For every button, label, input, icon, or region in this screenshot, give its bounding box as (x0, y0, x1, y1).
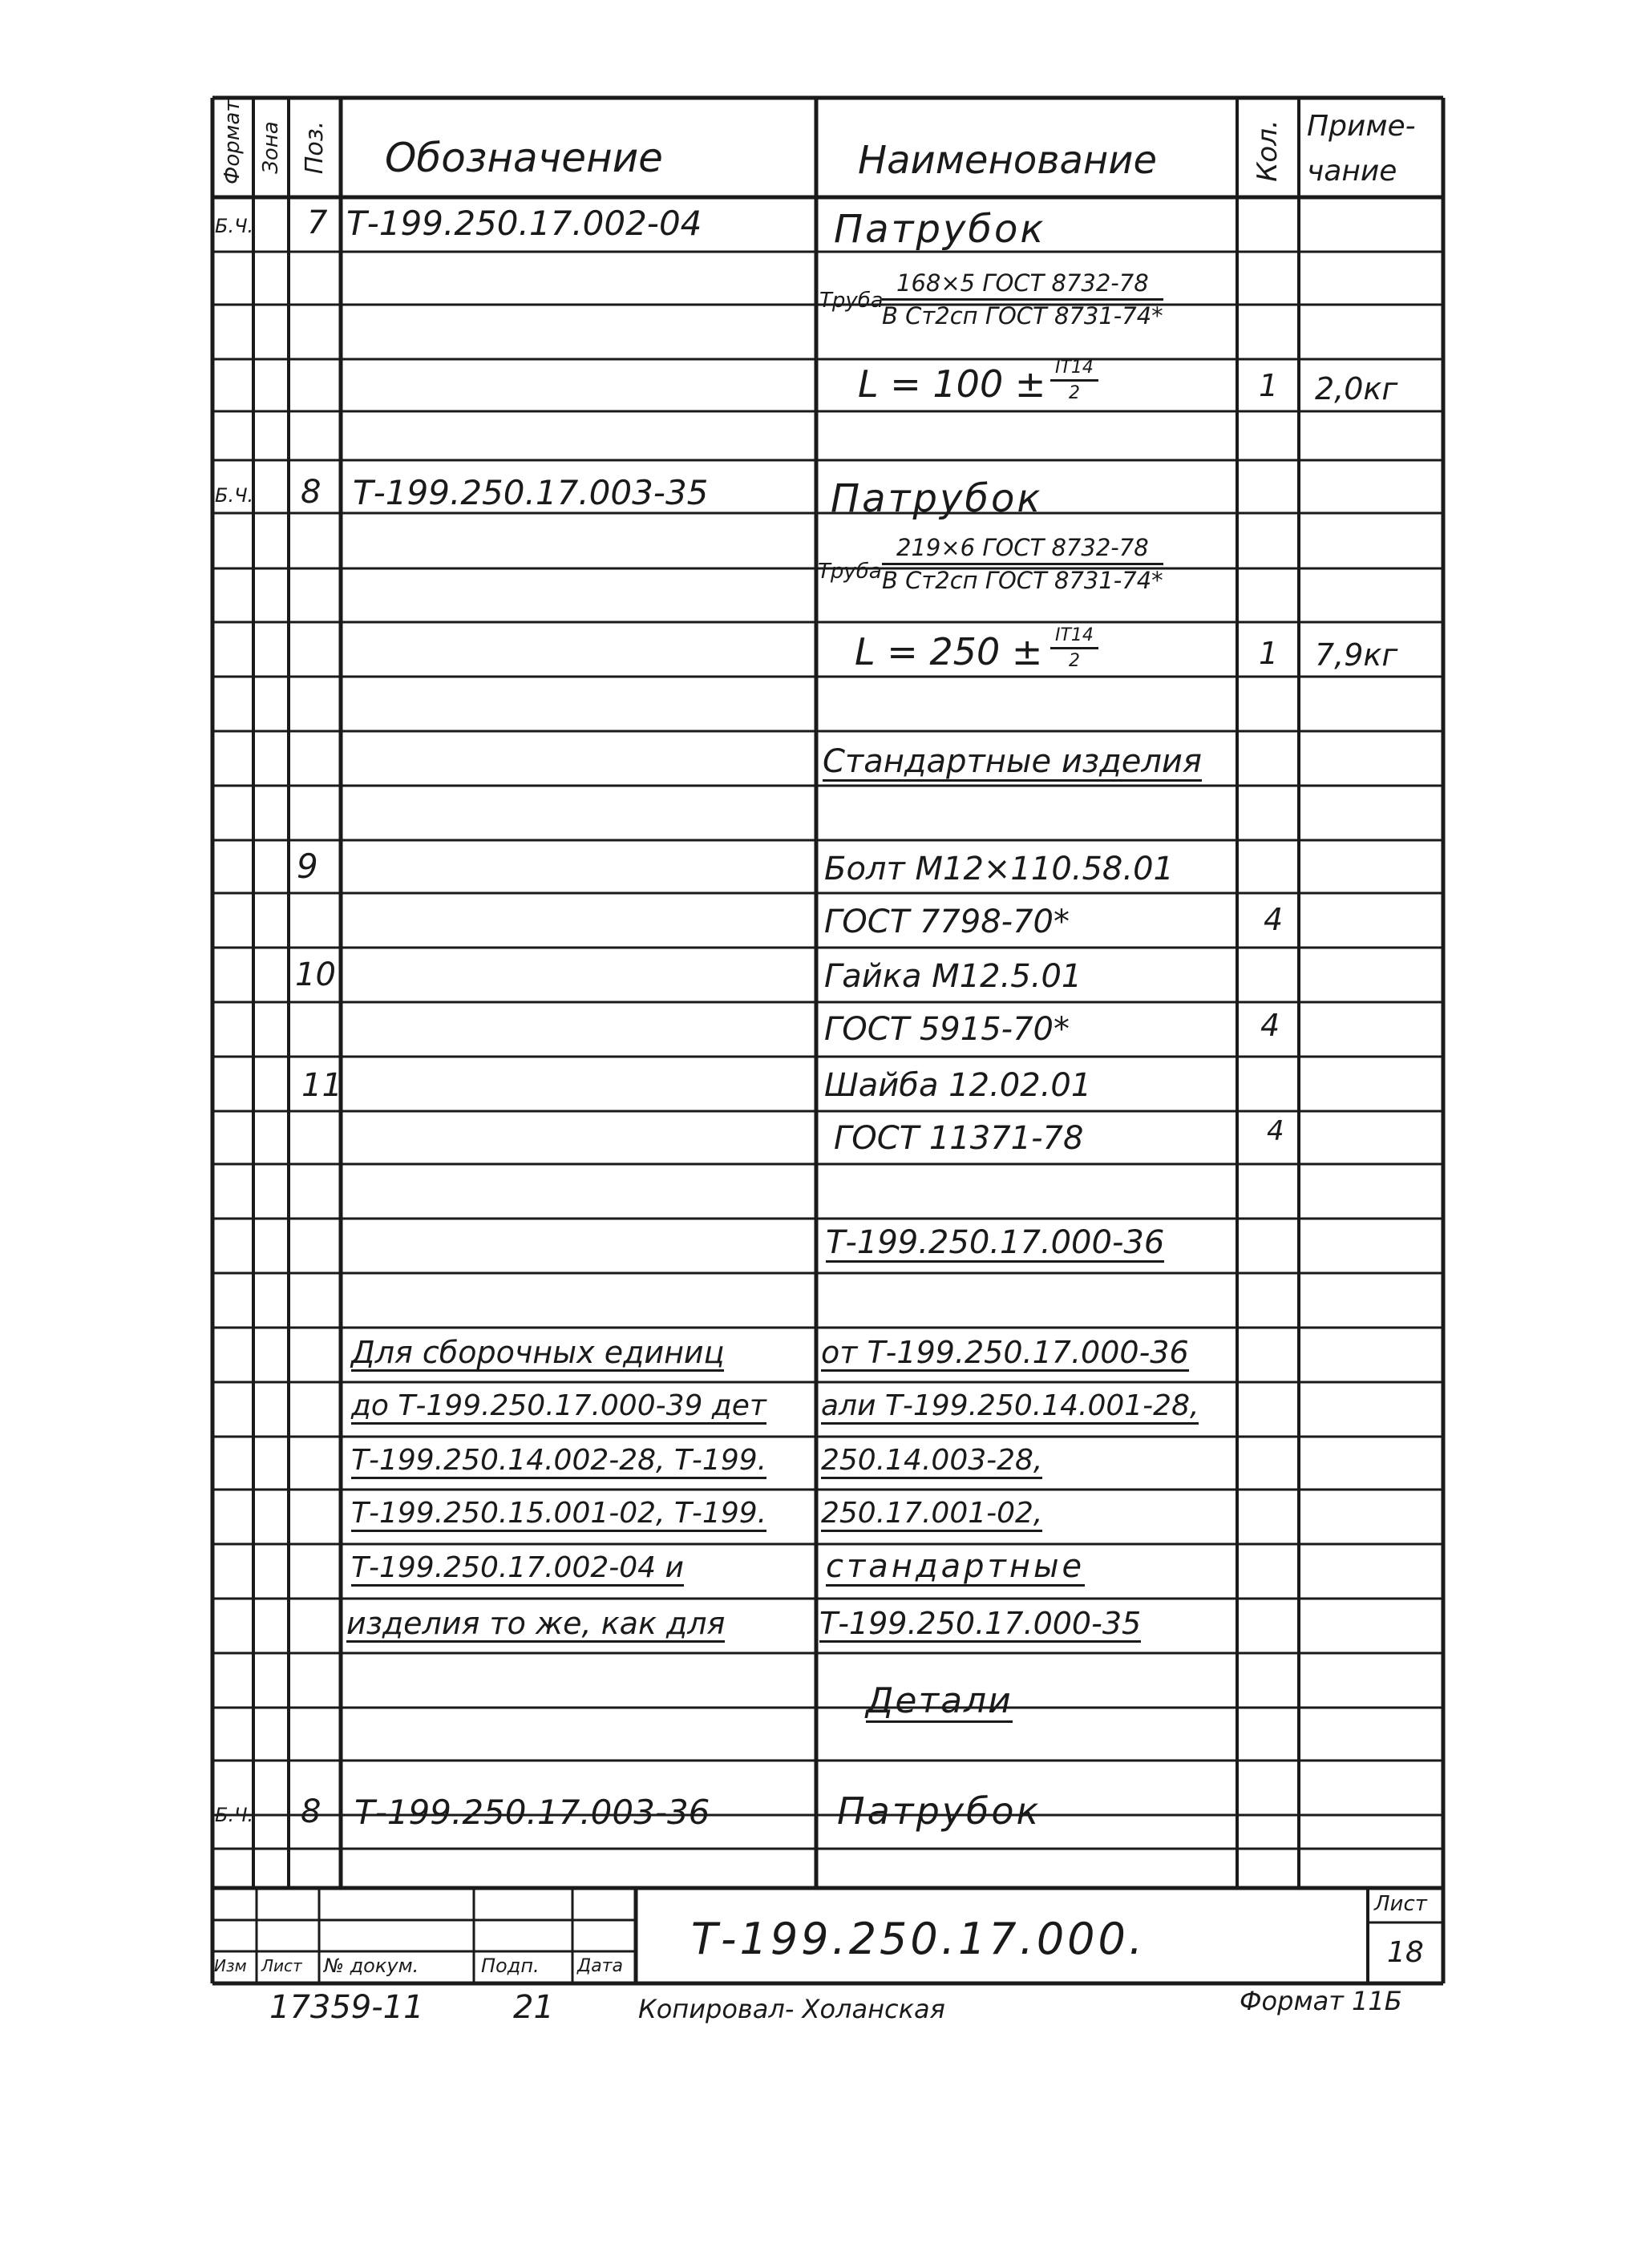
length-formula: L = 100 ± (858, 362, 1046, 406)
page-number: 21 (513, 1989, 554, 2026)
row-designation: Т-199.250.17.003-36 (354, 1793, 710, 1832)
section-standard-items: Стандартные изделия (823, 743, 1202, 780)
row-note: 2,0кг (1315, 371, 1398, 406)
pipe-prefix: Труба (819, 289, 884, 313)
row-pos: 7 (307, 204, 328, 241)
header-format: Формат (220, 99, 245, 184)
header-designation: Обозначение (385, 135, 663, 181)
header-name: Наименование (858, 138, 1158, 183)
row-name: ГОСТ 11371-78 (834, 1120, 1084, 1157)
row-pos: 11 (301, 1067, 342, 1104)
pipe-fraction (882, 269, 1163, 329)
section-details: Детали (866, 1680, 1013, 1721)
pipe-denominator: В Ст2сп ГОСТ 8731-74* (882, 302, 1163, 329)
row-name: ГОСТ 5915-70* (824, 1011, 1070, 1048)
row-name: Гайка М12.5.01 (824, 958, 1082, 995)
note-name-line: от Т-199.250.17.000-36 (821, 1335, 1189, 1370)
title-col-sign: Подп. (481, 1955, 540, 1977)
row-format: Б.Ч. (215, 484, 254, 507)
length-formula: L = 250 ± (855, 630, 1043, 673)
note-name-line: Т-199.250.17.000-35 (819, 1606, 1142, 1641)
row-designation: Т-199.250.17.002-04 (346, 204, 702, 243)
format-label: Формат 11Б (1240, 1986, 1402, 2016)
row-pos: 9 (297, 847, 318, 886)
assembly-reference: Т-199.250.17.000-36 (826, 1224, 1165, 1261)
note-name-line: али Т-199.250.14.001-28, (821, 1392, 1199, 1425)
pipe-fraction (882, 534, 1163, 594)
tolerance-fraction (1050, 358, 1098, 403)
row-format: Б.Ч. (215, 215, 254, 237)
tolerance-denominator: 2 (1068, 383, 1080, 403)
row-qty: 4 (1267, 1115, 1284, 1147)
row-qty: 4 (1264, 902, 1284, 937)
tolerance-denominator: 2 (1068, 651, 1080, 671)
header-note-line1: Приме- (1307, 110, 1416, 143)
header-zone: Зона (259, 121, 283, 174)
row-pos: 8 (301, 474, 322, 511)
note-name-line: стандартные (826, 1548, 1086, 1585)
note-designation-line: Т-199.250.17.002-04 и (351, 1554, 684, 1587)
row-name: Патрубок (837, 1789, 1041, 1833)
row-name: Шайба 12.02.01 (824, 1067, 1092, 1104)
tolerance-numerator: IT14 (1050, 625, 1098, 649)
header-note-line2: чание (1307, 155, 1397, 188)
header-pos: Поз. (301, 120, 329, 175)
row-name: Патрубок (834, 207, 1046, 252)
note-name-line: 250.17.001-02, (821, 1499, 1042, 1532)
title-col-change: Изм (214, 1956, 247, 1975)
row-qty: 4 (1260, 1008, 1280, 1043)
pipe-numerator: 219×6 ГОСТ 8732-78 (882, 534, 1163, 565)
note-name-line: 250.14.003-28, (821, 1446, 1042, 1479)
note-designation-line: до Т-199.250.17.000-39 дет (351, 1392, 766, 1425)
pipe-prefix: Труба (818, 560, 882, 584)
row-name: Патрубок (831, 476, 1043, 521)
sheet-number: 18 (1387, 1936, 1424, 1969)
tolerance-fraction (1050, 625, 1098, 671)
row-qty: 1 (1259, 368, 1279, 403)
pipe-numerator: 168×5 ГОСТ 8732-78 (882, 269, 1163, 301)
note-designation-line: изделия то же, как для (346, 1606, 726, 1641)
note-designation-line: Для сборочных единиц (351, 1335, 725, 1370)
title-col-doc: № докум. (324, 1955, 419, 1977)
sheet-label: Лист (1374, 1892, 1427, 1916)
row-name: Болт М12×110.58.01 (824, 851, 1174, 887)
header-qty: Кол. (1252, 119, 1284, 182)
title-col-sheet: Лист (261, 1956, 302, 1975)
inventory-number: 17359-11 (269, 1989, 424, 2026)
row-pos: 8 (301, 1793, 322, 1830)
tolerance-numerator: IT14 (1050, 358, 1098, 382)
row-pos: 10 (295, 956, 336, 993)
pipe-denominator: В Ст2сп ГОСТ 8731-74* (882, 567, 1163, 594)
doc-number: Т-199.250.17.000. (691, 1914, 1147, 1964)
row-designation: Т-199.250.17.003-35 (353, 473, 709, 512)
title-col-date: Дата (577, 1956, 623, 1976)
copied-by: Копировал- Холанская (638, 1994, 945, 2024)
row-note: 7,9кг (1315, 637, 1398, 673)
row-format: Б.Ч. (215, 1804, 254, 1826)
row-name: ГОСТ 7798-70* (824, 904, 1070, 940)
note-designation-line: Т-199.250.15.001-02, Т-199. (351, 1499, 766, 1532)
note-designation-line: Т-199.250.14.002-28, Т-199. (351, 1446, 766, 1479)
row-qty: 1 (1259, 636, 1279, 671)
